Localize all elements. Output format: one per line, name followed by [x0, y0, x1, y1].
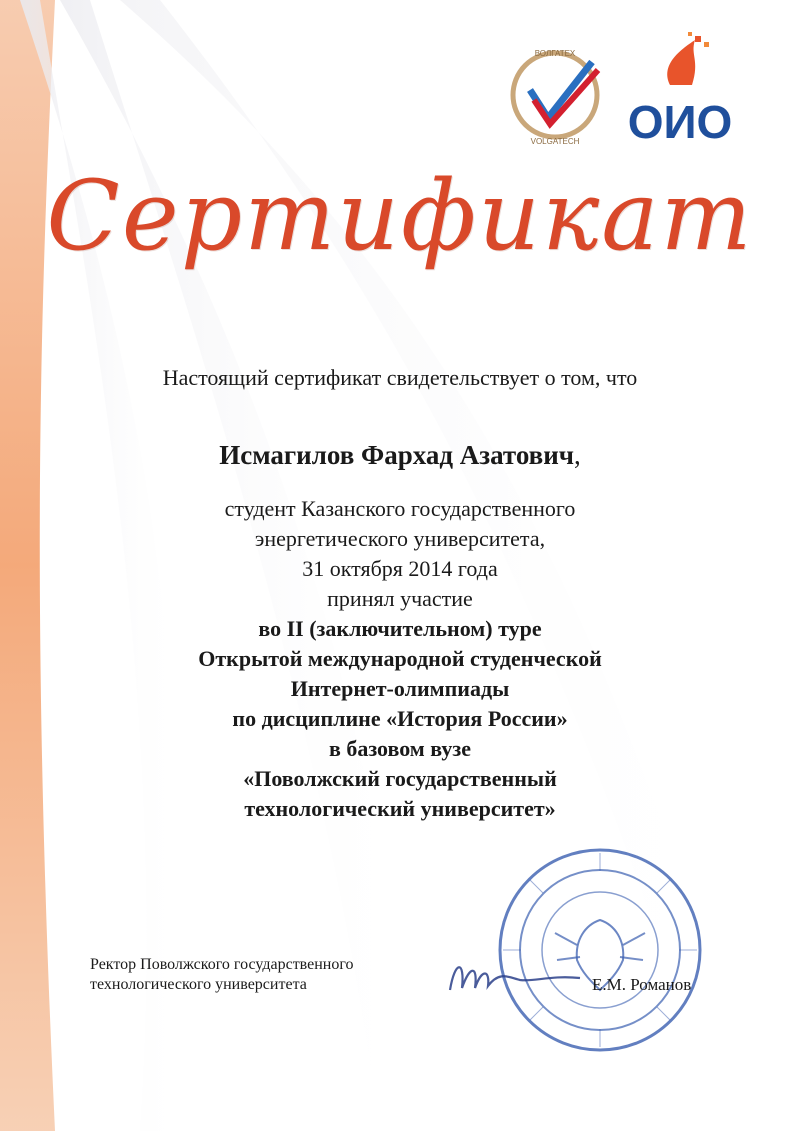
rector-line-1: Ректор Поволжского государственного — [90, 956, 354, 973]
body-line: принял участие — [327, 586, 473, 611]
rector-line-2: технологического университета — [90, 976, 307, 993]
signer-name: Е.М. Романов — [592, 975, 692, 994]
recipient-name — [0, 440, 800, 471]
body-line: Открытой международной студенческой — [198, 646, 602, 671]
body-line: «Поволжский государственный — [243, 766, 557, 791]
rector-title — [90, 955, 354, 995]
intro-text: Настоящий сертификат свидетельствует о том, что — [162, 365, 638, 390]
body-line: студент Казанского государственного — [224, 496, 576, 521]
body-line: технологический университет» — [244, 796, 556, 821]
certificate-title: Сертификат — [46, 160, 754, 272]
body-line: Интернет-олимпиады — [290, 676, 510, 701]
body-line: энергетического университета, — [254, 526, 546, 551]
certificate-body — [0, 494, 800, 824]
body-line: в базовом вузе — [328, 736, 472, 761]
recipient-name-text: Исмагилов Фархад Азатович — [219, 440, 575, 470]
volgatech-logo-text-bottom: VOLGATECH — [530, 137, 580, 146]
rector-signature-icon — [440, 950, 600, 1010]
oio-logo-text: ОИО — [627, 96, 733, 148]
volgatech-logo-text-top: ВОЛГАТЕХ — [534, 49, 576, 58]
recipient-comma: , — [574, 440, 581, 470]
body-line: по дисциплине «История России» — [232, 706, 568, 731]
body-line: 31 октября 2014 года — [302, 556, 498, 581]
oio-logo-icon — [600, 30, 760, 150]
body-line: во II (заключительном) туре — [258, 616, 542, 641]
